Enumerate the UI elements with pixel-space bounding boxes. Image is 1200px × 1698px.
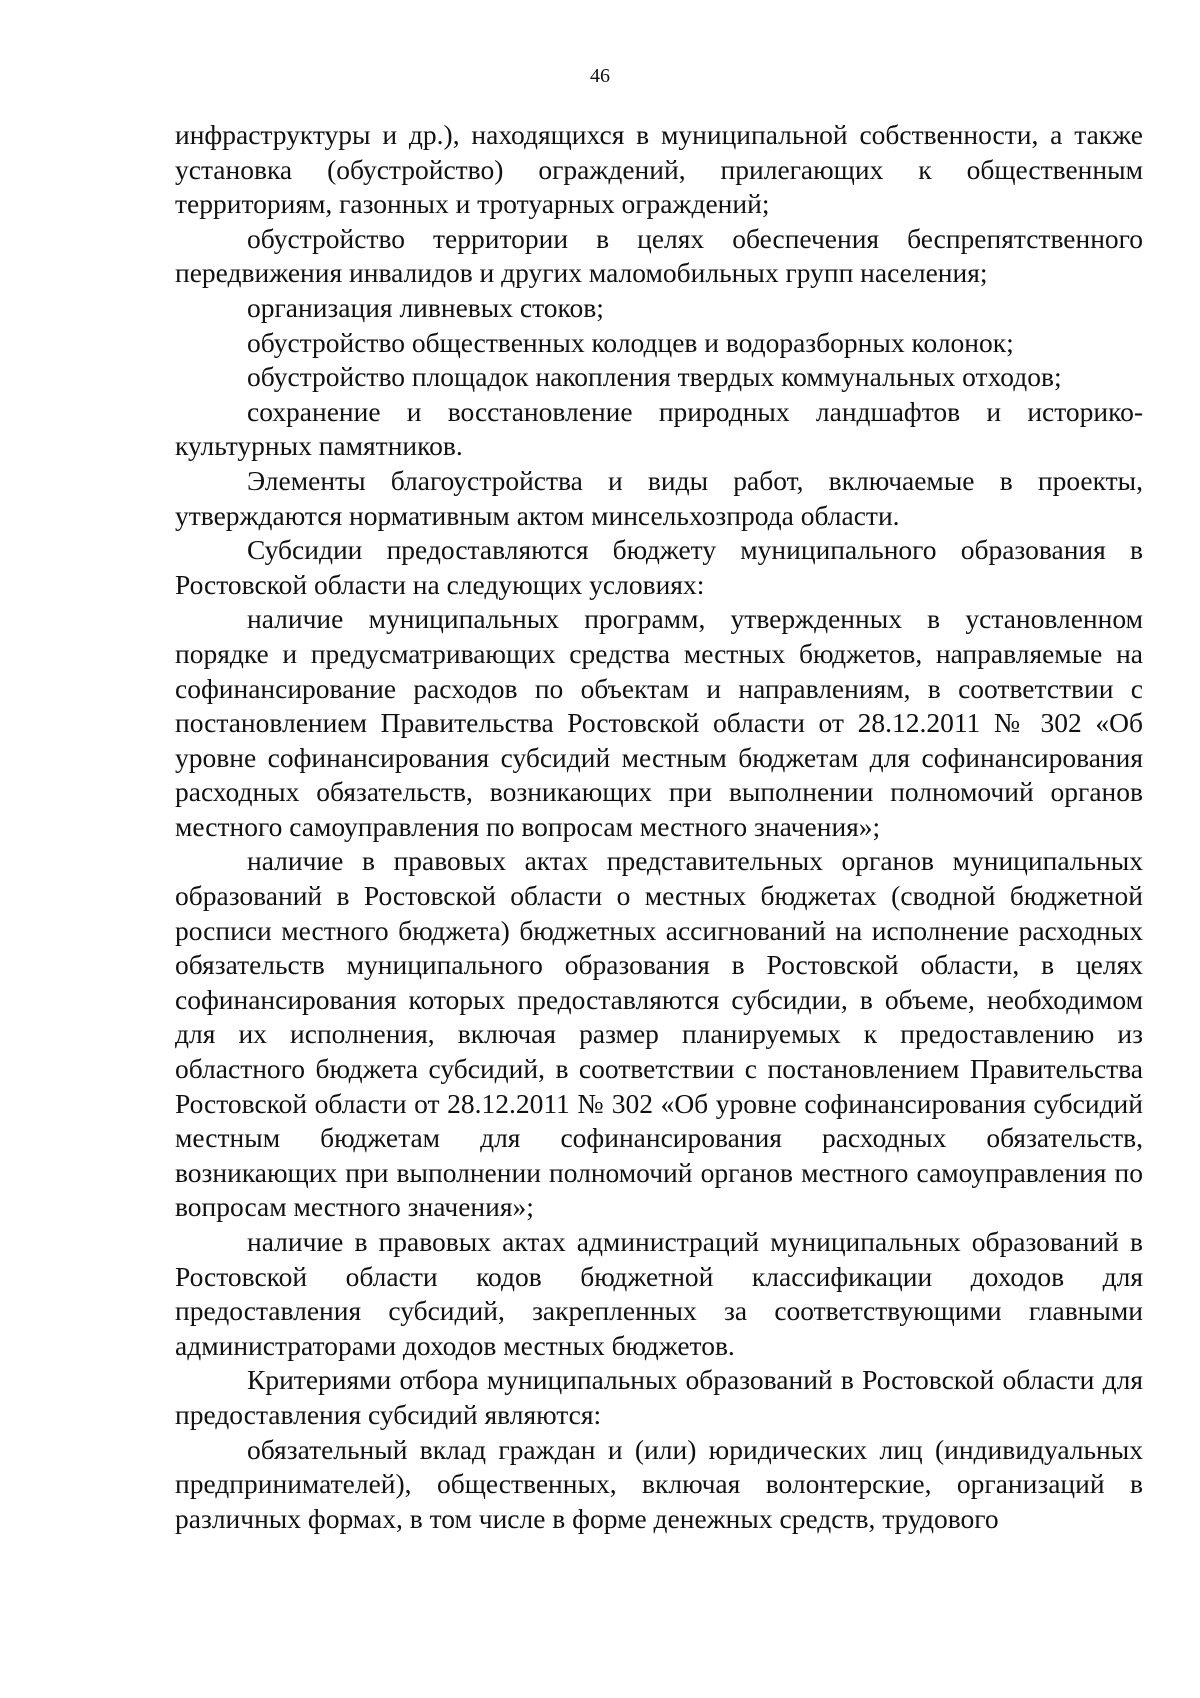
paragraph-12: Критериями отбора муниципальных образований в Ростовской области для предоставления субсидий являются: — [175, 1364, 1143, 1430]
document-body — [175, 118, 1143, 1536]
page-number: 46 — [590, 65, 610, 87]
paragraph-10: наличие в правовых актах представительных органов муниципальных образований в Ростовской области о местных бюджетах (сводной бюджетной росписи местного бюджета) бюджетных ассигнований на исполнение расходных обязательств муниципального образования в Ростовской области, в целях софинансирования которых предоставляются субсидии, в объеме, необходимом для их исполнения, включая размер планируемых к предоставлению из областного бюджета субсидий, в соответствии с постановлением Правительства Ростовской области от 28.12.2011 № 302 «Об уровне софинансирования субсидий местным бюджетам для софинансирования расходных обязательств, возникающих при выполнении полномочий органов местного самоуправления по вопросам местного значения»; — [175, 845, 1143, 1223]
paragraph-6: сохранение и восстановление природных ландшафтов и историко-культурных памятников. — [175, 395, 1143, 462]
paragraph-2: обустройство территории в целях обеспечения беспрепятственного передвижения инвалидов и других маломобильных групп населения; — [175, 222, 1143, 289]
paragraph-8: Субсидии предоставляются бюджету муниципального образования в Ростовской области на следующих условиях: — [175, 534, 1143, 600]
paragraph-1: инфраструктуры и др.), находящихся в муниципальной собственности, а также установка (обустройство) ограждений, прилегающих к общественным территориям, газонных и тротуарных ограждений; — [175, 119, 1143, 220]
paragraph-7: Элементы благоустройства и виды работ, включаемые в проекты, утверждаются нормативным актом минсельхозпрода области. — [175, 464, 1143, 531]
paragraph-9: наличие муниципальных программ, утвержденных в установленном порядке и предусматривающих средства местных бюджетов, направляемые на софинансирование расходов по объектам и направлениям, в соответствии с постановлением Правительства Ростовской области от 28.12.2011 № 302 «Об уровне софинансирования субсидий местным бюджетам для софинансирования расходных обязательств, возникающих при выполнении полномочий органов местного самоуправления по вопросам местного значения»; — [175, 603, 1143, 842]
paragraph-13: обязательный вклад граждан и (или) юридических лиц (индивидуальных предпринимателей), общественных, включая волонтерские, организаций в различных формах, в том числе в форме денежных средств, трудового — [175, 1433, 1143, 1534]
paragraph-4: обустройство общественных колодцев и водоразборных колонок; — [247, 326, 1014, 358]
paragraph-3: организация ливневых стоков; — [247, 291, 604, 323]
paragraph-11: наличие в правовых актах администраций муниципальных образований в Ростовской области кодов бюджетной классификации доходов для предоставления субсидий, закрепленных за соответствующими главными администраторами доходов местных бюджетов. — [175, 1226, 1143, 1361]
paragraph-5: обустройство площадок накопления твердых коммунальных отходов; — [247, 361, 1062, 393]
